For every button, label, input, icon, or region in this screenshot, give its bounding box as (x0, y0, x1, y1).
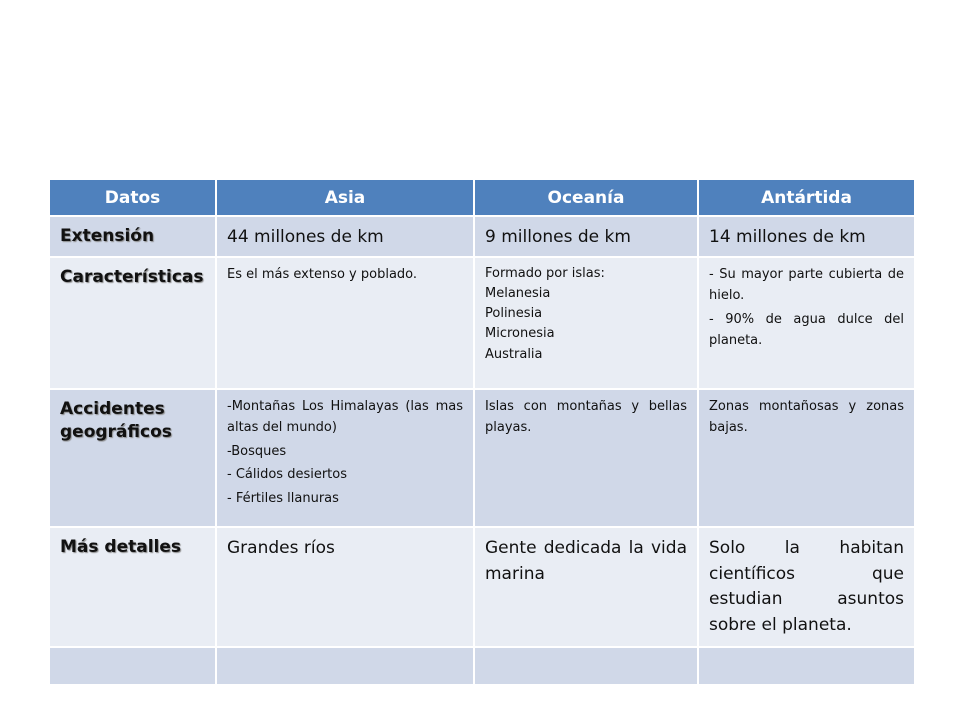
row-label-extension: Extensión (49, 216, 216, 257)
cell-text: Melanesia (485, 286, 551, 302)
cell-asia-accidentes (216, 389, 474, 527)
cell-text: Zonas montañosas y zonas bajas. (709, 399, 904, 436)
header-row (49, 179, 915, 216)
cell-text: Formado por islas: (485, 266, 605, 281)
cell-text: Polinesia (485, 306, 543, 322)
cell-text: Australia (485, 346, 543, 362)
cell-asia-caracteristicas (216, 257, 474, 389)
cell-antartida-accidentes (698, 389, 915, 527)
header-asia: Asia (216, 179, 474, 216)
cell-text: 44 millones de km (227, 227, 384, 247)
header-datos: Datos (49, 179, 216, 216)
cell-text: - 90% de agua dulce del planeta. (709, 311, 904, 349)
row-label-accidentes: Accidentes geográficos (49, 389, 216, 527)
table-row-mas-detalles (49, 527, 915, 647)
cell-text: Islas con montañas y bellas playas. (485, 399, 687, 436)
cell-antartida-extension (698, 216, 915, 257)
table-row-caracteristicas (49, 257, 915, 389)
cell-asia-extension (216, 216, 474, 257)
cell-oceania-accidentes (474, 389, 698, 527)
cell-oceania-mas-detalles (474, 527, 698, 647)
cell-text: - Fértiles llanuras (227, 490, 339, 506)
cell-text: - Cálidos desiertos (227, 467, 348, 483)
cell-text: Solo la habitan científicos que estudian asuntos sobre el planeta. (709, 538, 904, 635)
cell-asia-mas-detalles (216, 527, 474, 647)
cell-text: Es el más extenso y poblado. (227, 267, 418, 282)
cell-text: 9 millones de km (485, 227, 631, 247)
table-row-empty (49, 647, 915, 685)
header-antartida: Antártida (698, 179, 915, 216)
header-oceania: Oceanía (474, 179, 698, 216)
cell-text: - Su mayor parte cubierta de hielo. (709, 267, 904, 304)
empty-cell (216, 647, 474, 685)
row-label-mas-detalles: Más detalles (49, 527, 216, 647)
cell-text: Micronesia (485, 326, 555, 342)
cell-antartida-caracteristicas (698, 257, 915, 389)
cell-text: 14 millones de km (709, 227, 866, 247)
cell-text: -Bosques (227, 443, 287, 459)
cell-oceania-extension (474, 216, 698, 257)
cell-antartida-mas-detalles (698, 527, 915, 647)
empty-cell (474, 647, 698, 685)
cell-oceania-caracteristicas (474, 257, 698, 389)
cell-text: Gente dedicada la vida marina (485, 538, 687, 584)
cell-text: Grandes ríos (227, 538, 335, 558)
empty-cell (698, 647, 915, 685)
cell-text: -Montañas Los Himalayas (las mas altas del mundo) (227, 399, 463, 436)
table-row-accidentes (49, 389, 915, 527)
continents-table (48, 178, 916, 686)
row-label-caracteristicas: Características (49, 257, 216, 389)
table-row-extension (49, 216, 915, 257)
empty-cell (49, 647, 216, 685)
